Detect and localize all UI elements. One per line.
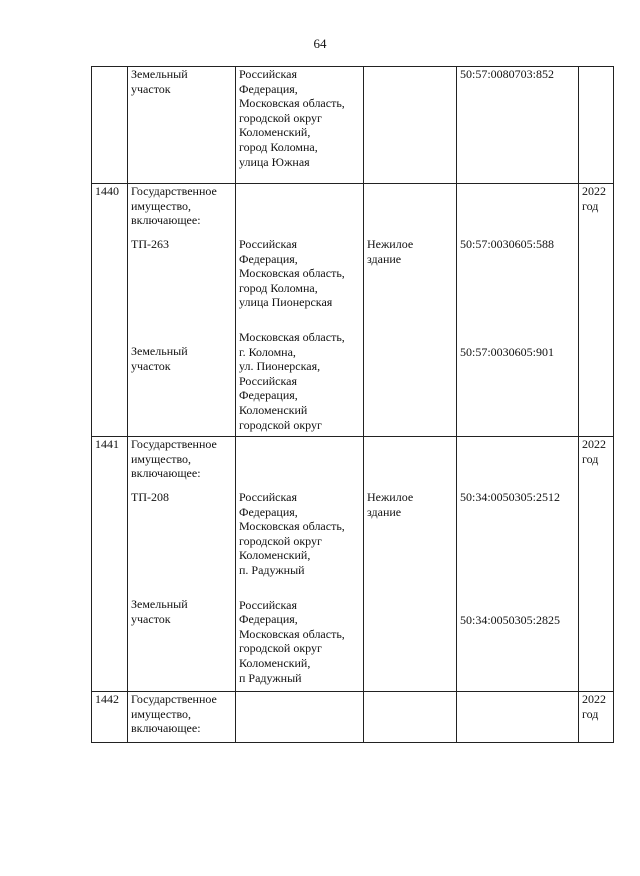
year-cell [579, 692, 614, 743]
object-name: Земельный участок [131, 597, 188, 626]
year: 2022 год [582, 692, 606, 721]
table-row [92, 437, 614, 692]
object-type: Нежилое здание [367, 237, 414, 266]
object-name: Земельный участок [131, 344, 188, 373]
page-number: 64 [313, 36, 327, 51]
address-cell [236, 437, 364, 692]
object-name-cell [128, 67, 236, 184]
table-row [92, 67, 614, 184]
address-cell [236, 184, 364, 437]
object-address: Российская Федерация, Московская область, город Коломна, улица Пионерская [239, 237, 345, 310]
year: 2022 год [582, 184, 606, 213]
object-type-cell [364, 437, 457, 692]
table-row [92, 184, 614, 437]
cadastral-number: 50:34:0050305:2825 [460, 612, 561, 627]
object-name-cell [128, 692, 236, 743]
object-address: Российская Федерация, Московская область, городской округ Коломенский, п Радужный [239, 597, 345, 685]
object-name: ТП-263 [131, 236, 169, 251]
object-address: Российская Федерация, Московская область, городской округ Коломенский, город Коломна, улица Южная [239, 67, 345, 169]
cadastral-number-cell [457, 184, 579, 437]
row-number-cell: 1442 [92, 692, 128, 743]
row-number-cell [92, 67, 128, 184]
object-name: ТП-208 [131, 489, 169, 504]
cadastral-number: 50:57:0080703:852 [460, 67, 555, 81]
address-cell [236, 692, 364, 743]
object-type-cell [364, 184, 457, 437]
year-cell [579, 437, 614, 692]
object-name-cell [128, 437, 236, 692]
object-address: Московская область, г. Коломна, ул. Пионерская, Российская Федерация, Коломенский городской округ [239, 329, 345, 432]
group-intro: Государственное имущество, включающее: [131, 692, 217, 736]
address-cell [236, 67, 364, 184]
cadastral-number-cell [457, 692, 579, 743]
row-number-cell: 1441 [92, 437, 128, 692]
object-type-cell [364, 692, 457, 743]
object-name: Земельный участок [131, 67, 188, 96]
cadastral-number: 50:34:0050305:2512 [460, 490, 561, 504]
object-address: Российская Федерация, Московская область, городской округ Коломенский, п. Радужный [239, 490, 345, 577]
object-type-cell [364, 67, 457, 184]
year-cell [579, 184, 614, 437]
cadastral-number-cell [457, 437, 579, 692]
object-name-cell [128, 184, 236, 437]
property-registry-table [91, 66, 614, 743]
object-type: Нежилое здание [367, 490, 414, 519]
year-cell [579, 67, 614, 184]
cadastral-number: 50:57:0030605:588 [460, 237, 555, 251]
row-number-cell: 1440 [92, 184, 128, 437]
table-row [92, 692, 614, 743]
cadastral-number: 50:57:0030605:901 [460, 344, 555, 359]
year: 2022 год [582, 437, 606, 466]
group-intro: Государственное имущество, включающее: [131, 437, 217, 481]
group-intro: Государственное имущество, включающее: [131, 184, 217, 228]
cadastral-number-cell [457, 67, 579, 184]
